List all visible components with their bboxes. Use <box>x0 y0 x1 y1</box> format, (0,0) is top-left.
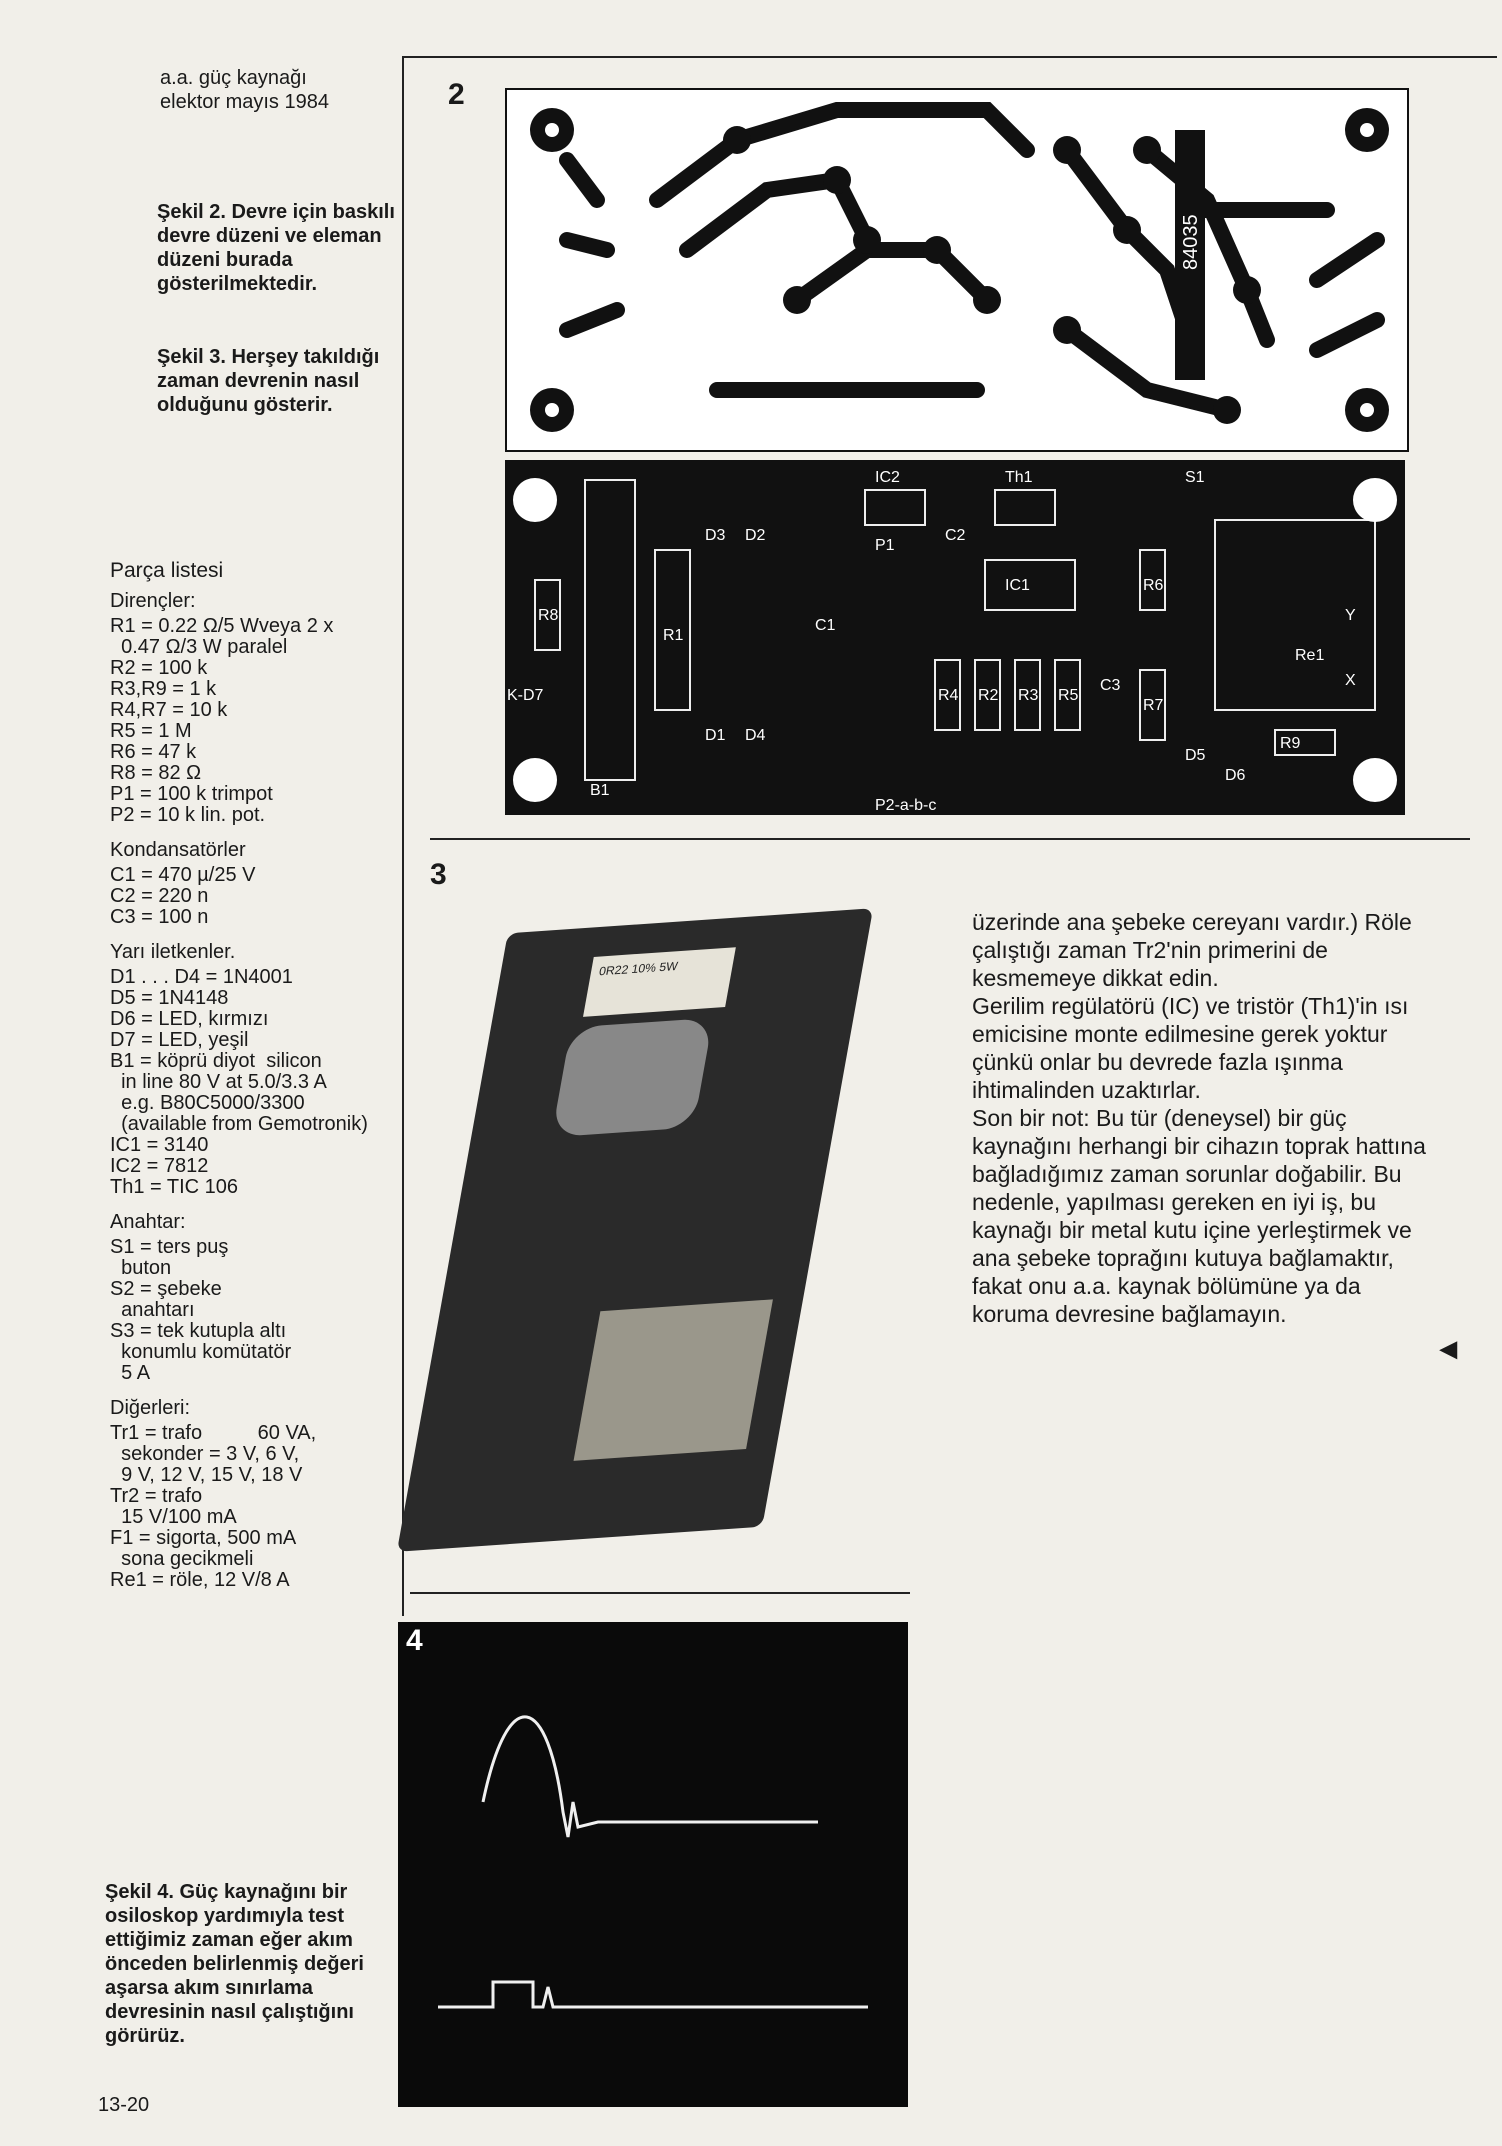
parts-line: B1 = köprü diyot silicon <box>110 1050 322 1072</box>
parts-line: Re1 = röle, 12 V/8 A <box>110 1569 290 1591</box>
parts-section-heading: Kondansatörler <box>110 839 246 861</box>
page-number: 13-20 <box>98 2094 150 2116</box>
label-c3: C3 <box>1100 677 1121 694</box>
label-d6: D6 <box>1225 767 1246 784</box>
label-k-d7: K-D7 <box>507 687 544 704</box>
parts-line: S3 = tek kutupla altı <box>110 1320 287 1342</box>
label-r4: R4 <box>938 687 959 704</box>
parts-line: (available from Gemotronik) <box>110 1113 368 1135</box>
page-header <box>160 66 329 114</box>
label-d2: D2 <box>745 527 766 544</box>
pcb-board-code: 84035 <box>1180 214 1202 270</box>
caption-fig4: Şekil 4. Güç kaynağını bir osiloskop yardımıyla test ettiğimiz zaman eğer akım önceden belirlenmiş değeri aşarsa akım sınırlama devresinin nasıl çalıştığını görürüz. <box>105 1881 364 2047</box>
parts-line: Tr1 = trafo 60 VA, <box>110 1422 317 1444</box>
parts-line: R4,R7 = 10 k <box>110 699 228 721</box>
parts-line: P1 = 100 k trimpot <box>110 783 273 805</box>
caption-fig3: Şekil 3. Herşey takıldığı zaman devrenin nasıl olduğunu gösterir. <box>157 346 380 416</box>
parts-section-heading: Anahtar: <box>110 1211 186 1233</box>
parts-section <box>110 942 410 1198</box>
parts-section-heading: Diğerleri: <box>110 1397 191 1419</box>
label-d4: D4 <box>745 727 766 744</box>
electrolytic-capacitor <box>551 1018 713 1137</box>
label-d3: D3 <box>705 527 726 544</box>
parts-line: 9 V, 12 V, 15 V, 18 V <box>110 1464 303 1486</box>
label-r7: R7 <box>1143 697 1164 714</box>
article-end-mark: ◀ <box>1440 1336 1457 1361</box>
label-r3: R3 <box>1018 687 1039 704</box>
header-title: a.a. güç kaynağı <box>160 67 307 89</box>
parts-line: konumlu komütatör <box>110 1341 292 1363</box>
label-p1: P1 <box>875 537 895 554</box>
parts-line: D6 = LED, kırmızı <box>110 1008 269 1030</box>
fig2-bottom-rule <box>430 838 1470 840</box>
component-layout-drawing <box>505 460 1405 815</box>
oscilloscope-screenshot <box>398 1622 908 2107</box>
parts-line: 5 A <box>110 1362 151 1384</box>
label-x: X <box>1345 672 1356 689</box>
label-c2: C2 <box>945 527 966 544</box>
parts-line: R3,R9 = 1 k <box>110 678 217 700</box>
label-r5: R5 <box>1058 687 1079 704</box>
label-ic2: IC2 <box>875 469 900 486</box>
parts-line: D1 . . . D4 = 1N4001 <box>110 966 293 988</box>
parts-line: 15 V/100 mA <box>110 1506 237 1528</box>
label-r2: R2 <box>978 687 999 704</box>
pcb-tracks-drawing <box>507 90 1407 450</box>
parts-line: S2 = şebeke <box>110 1278 222 1300</box>
power-resistor-marking: 0R22 10% 5W <box>597 958 679 979</box>
parts-line: S1 = ters puş <box>110 1236 229 1258</box>
parts-line: R8 = 82 Ω <box>110 762 202 784</box>
relay <box>574 1299 773 1460</box>
figure-2-number: 2 <box>448 78 465 111</box>
label-d5: D5 <box>1185 747 1206 764</box>
label-th1: Th1 <box>1005 469 1033 486</box>
parts-list-title: Parça listesi <box>110 559 224 582</box>
parts-line: D5 = 1N4148 <box>110 987 229 1009</box>
top-rule <box>402 56 1497 58</box>
label-r8: R8 <box>538 607 559 624</box>
figure-4-number: 4 <box>406 1624 423 1657</box>
parts-line: C2 = 220 n <box>110 885 209 907</box>
label-b1: B1 <box>590 782 610 799</box>
header-source: elektor mayıs 1984 <box>160 91 329 113</box>
caption-fig2: Şekil 2. Devre için baskılı devre düzeni ve eleman düzeni burada gösterilmektedir. <box>157 201 395 295</box>
parts-list <box>110 560 410 1591</box>
label-re1: Re1 <box>1295 647 1325 664</box>
paragraph: Gerilim regülatörü (IC) ve tristör (Th1)'in ısı emicisine monte edilmesine gerek yoktur çünkü onlar bu devrede fazla ışınma ihtimalinden uzaktırlar. <box>972 993 1409 1103</box>
parts-line: C1 = 470 µ/25 V <box>110 864 256 886</box>
parts-section <box>110 591 410 826</box>
label-d1: D1 <box>705 727 726 744</box>
parts-line: IC1 = 3140 <box>110 1134 209 1156</box>
parts-sections <box>110 591 410 1591</box>
parts-line: R1 = 0.22 Ω/5 Wveya 2 x <box>110 615 334 637</box>
power-resistor <box>583 947 736 1017</box>
parts-section-heading: Dirençler: <box>110 590 196 612</box>
parts-line: C3 = 100 n <box>110 906 209 928</box>
parts-line: sekonder = 3 V, 6 V, <box>110 1443 300 1465</box>
paragraph: Son bir not: Bu tür (deneysel) bir güç kaynağını herhangi bir cihazın toprak hattına bağladığımız zaman sorunlar doğabilir. Bu nedenle, yapılması gereken en iyi iş, bu kaynağı bir metal kutu içine yerleştirmek ve ana şebeke toprağını kutuya bağlamaktır, fakat onu a.a. kaynak bölümüne ya da koruma devresine bağlamayın. <box>972 1105 1426 1327</box>
label-r9: R9 <box>1280 735 1301 752</box>
label-r6: R6 <box>1143 577 1164 594</box>
label-p2: P2-a-b-c <box>875 797 937 814</box>
pcb-component-layout <box>505 460 1405 815</box>
parts-line: buton <box>110 1257 172 1279</box>
parts-line: R6 = 47 k <box>110 741 197 763</box>
assembled-board-photo <box>397 908 873 1552</box>
label-c1: C1 <box>815 617 836 634</box>
label-ic1: IC1 <box>1005 577 1030 594</box>
oscilloscope-traces <box>398 1622 908 2107</box>
label-r1: R1 <box>663 627 684 644</box>
paragraph: üzerinde ana şebeke cereyanı vardır.) Röle çalıştığı zaman Tr2'nin primerini de kesmemeye dikkat edin. <box>972 909 1412 991</box>
parts-line: 0.47 Ω/3 W paralel <box>110 636 288 658</box>
label-s1: S1 <box>1185 469 1205 486</box>
parts-line: Th1 = TIC 106 <box>110 1176 239 1198</box>
pcb-copper-layout <box>505 88 1409 452</box>
figure-3-number: 3 <box>430 858 447 891</box>
parts-line: e.g. B80C5000/3300 <box>110 1092 305 1114</box>
fig3-bottom-rule <box>410 1592 910 1594</box>
parts-section <box>110 1398 410 1591</box>
label-y: Y <box>1345 607 1356 624</box>
parts-line: anahtarı <box>110 1299 195 1321</box>
parts-line: P2 = 10 k lin. pot. <box>110 804 266 826</box>
parts-line: sona gecikmeli <box>110 1548 254 1570</box>
parts-line: IC2 = 7812 <box>110 1155 209 1177</box>
parts-line: Tr2 = trafo <box>110 1485 203 1507</box>
parts-line: D7 = LED, yeşil <box>110 1029 249 1051</box>
parts-line: in line 80 V at 5.0/3.3 A <box>110 1071 327 1093</box>
parts-section <box>110 840 410 928</box>
parts-line: F1 = sigorta, 500 mA <box>110 1527 297 1549</box>
parts-line: R2 = 100 k <box>110 657 208 679</box>
article-body <box>972 908 1432 1328</box>
parts-section <box>110 1212 410 1384</box>
parts-section-heading: Yarı iletkenler. <box>110 941 236 963</box>
parts-line: R5 = 1 M <box>110 720 192 742</box>
